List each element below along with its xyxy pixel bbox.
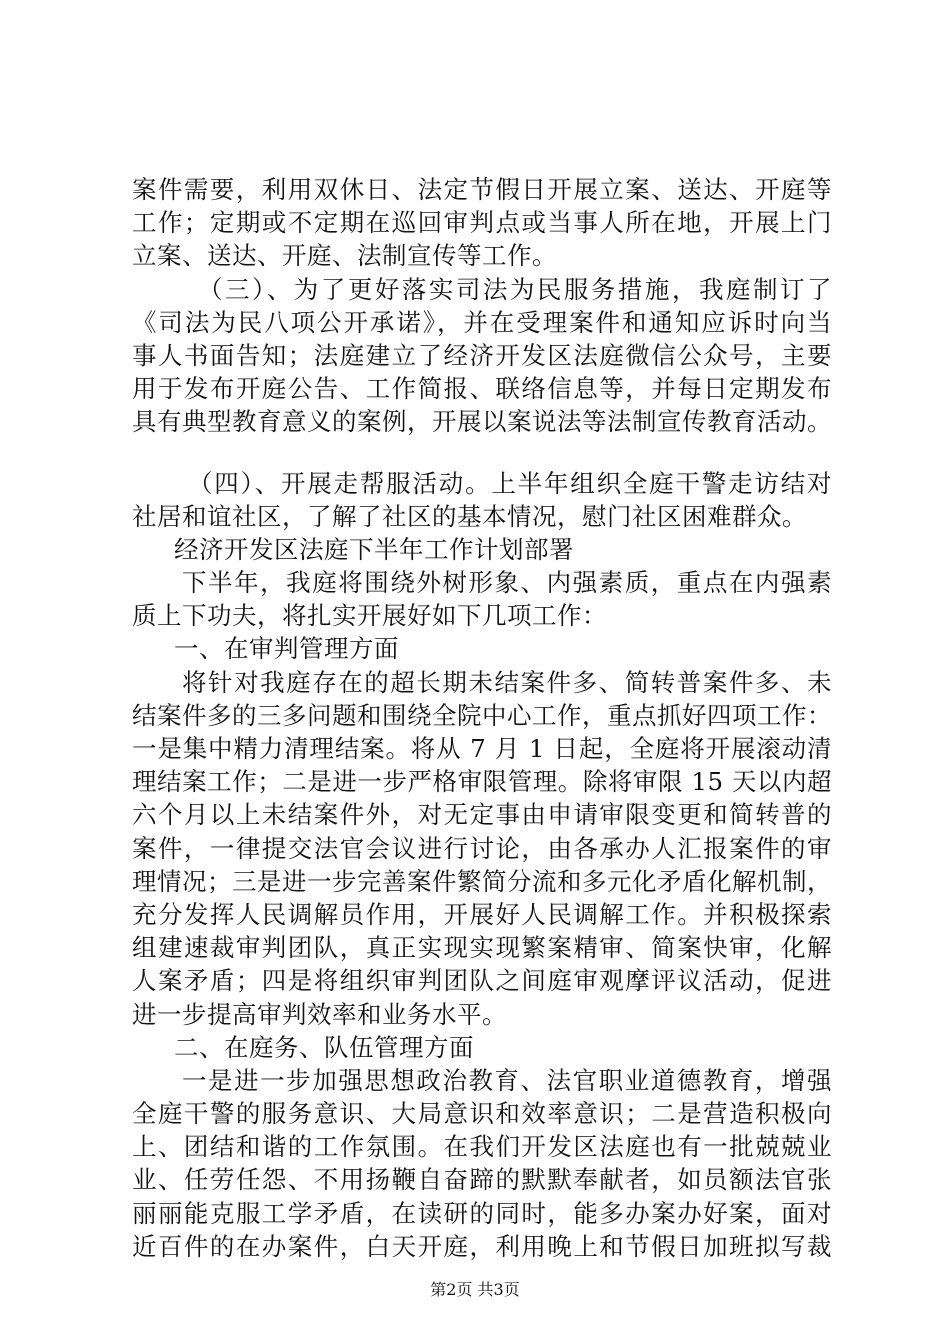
text-line: 结案件多的三多问题和围绕全院中心工作，重点抓好四项工作： — [132, 700, 832, 730]
text-line: 《司法为民八项公开承诺》，并在受理案件和通知应诉时向当 — [132, 307, 832, 337]
text-line: 将针对我庭存在的超长期未结案件多、简转普案件多、未 — [182, 667, 832, 697]
text-line: 工作；定期或不定期在巡回审判点或当事人所在地，开展上门 — [132, 208, 832, 238]
text-line: 用于发布开庭公告、工作简报、联络信息等，并每日定期发布 — [132, 374, 832, 404]
text-line: 事人书面告知；法庭建立了经济开发区法庭微信公众号，主要 — [132, 340, 832, 370]
text-line: 一是集中精力清理结案。将从 7 月 1 日起，全庭将开展滚动清 — [132, 734, 832, 763]
text-line: 六个月以上未结案件外，对无定事由申请审限变更和简转普的 — [132, 800, 832, 830]
text-line: 人案矛盾；四是将组织审判团队之间庭审观摩评议活动，促进 — [132, 966, 832, 996]
text-line: （三）、为了更好落实司法为民服务措施，我庭制订了 — [198, 274, 832, 304]
section-heading: 二、在庭务、队伍管理方面 — [174, 1032, 474, 1062]
text-line: 上、团结和谐的工作氛围。在我们开发区法庭也有一批兢兢业 — [132, 1132, 832, 1162]
text-line: 案件，一律提交法官会议进行讨论，由各承办人汇报案件的审 — [132, 833, 832, 863]
text-line: 社居和谊社区，了解了社区的基本情况，慰门社区困难群众。 — [132, 501, 807, 531]
text-line: 近百件的在办案件，白天开庭，利用晚上和节假日加班拟写裁 — [132, 1231, 832, 1261]
text-line: 具有典型教育意义的案例，开展以案说法等法制宣传教育活动。 — [132, 407, 832, 437]
text-line: 立案、送达、开庭、法制宣传等工作。 — [132, 241, 557, 271]
paragraph-three — [132, 273, 832, 439]
paragraph-continuation — [132, 173, 832, 273]
text-line: 组建速裁审判团队，真正实现实现繁案精审、简案快审，化解 — [132, 933, 832, 963]
text-line: 理情况；三是进一步完善案件繁简分流和多元化矛盾化解机制， — [132, 866, 832, 896]
page-footer: 第2页 共3页 — [430, 1280, 520, 1299]
section-heading: 经济开发区法庭下半年工作计划部署 — [174, 534, 574, 564]
paragraph-gap — [132, 439, 832, 467]
text-line: 全庭干警的服务意识、大局意识和效率意识；二是营造积极向 — [132, 1099, 832, 1129]
text-line: 丽丽能克服工学矛盾，在读研的同时，能多办案办好案，面对 — [132, 1198, 832, 1228]
text-line: 下半年，我庭将围绕外树形象、内强素质，重点在内强素 — [182, 568, 832, 598]
text-line: 业、任劳任怨、不用扬鞭自奋蹄的默默奉献者，如员额法官张 — [132, 1165, 832, 1195]
text-line: 充分发挥人民调解员作用，开展好人民调解工作。并积极探索 — [132, 899, 832, 929]
text-line: 进一步提高审判效率和业务水平。 — [132, 999, 507, 1029]
text-line: 案件需要，利用双休日、法定节假日开展立案、送达、开庭等 — [132, 175, 832, 204]
text-line: 一是进一步加强思想政治教育、法官职业道德教育，增强 — [182, 1065, 832, 1095]
text-line: （四）、开展走帮服活动。上半年组织全庭干警走访结对 — [188, 468, 832, 498]
section-heading: 一、在审判管理方面 — [174, 634, 399, 664]
document-body — [132, 173, 832, 1263]
paragraph-four-and-plan — [132, 467, 832, 1264]
text-line: 质上下功夫，将扎实开展好如下几项工作： — [132, 601, 607, 631]
text-line: 理结案工作；二是进一步严格审限管理。除将审限 15 天以内超 — [132, 767, 832, 797]
